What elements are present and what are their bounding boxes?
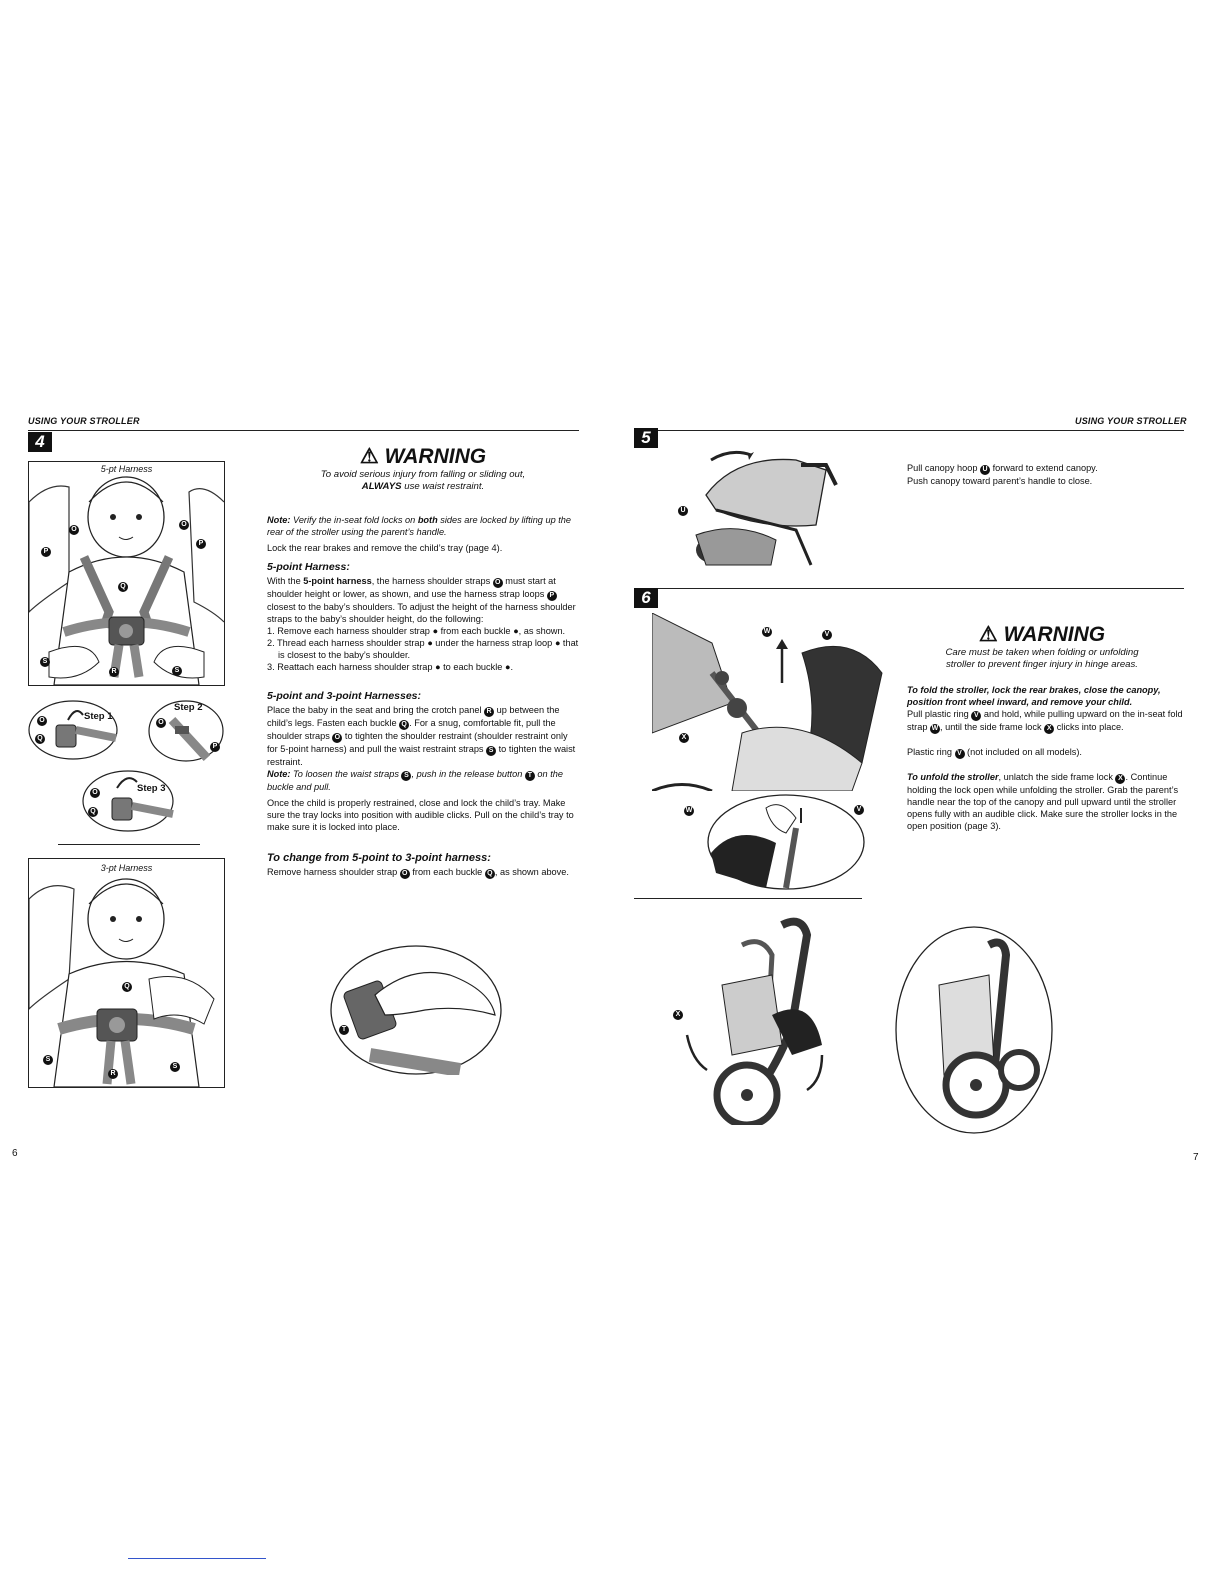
header-rule-right xyxy=(634,430,1184,431)
step-number-6: 6 xyxy=(634,588,658,608)
callout-p-1: P xyxy=(41,547,51,557)
fold-lead: To fold the stroller, lock the rear brakes, close the canopy, position front wheel inward, and remove your child. xyxy=(907,685,1161,707)
page-number-left: 6 xyxy=(12,1148,18,1159)
figure-step-3 xyxy=(82,770,174,832)
step5-line-1: Pull canopy hoop U forward to extend canopy. xyxy=(907,463,1098,473)
callout-s-2: S xyxy=(172,666,182,676)
section-rule-6 xyxy=(634,588,1184,589)
callout-o-1: O xyxy=(69,525,79,535)
figure-fold-detail xyxy=(685,793,866,891)
warning-block-right xyxy=(907,622,1177,671)
list-item: 3. Reattach each harness shoulder strap ● to each buckle ●. xyxy=(267,662,514,672)
change-text: Remove harness shoulder strap O from each buckle Q , as shown above. xyxy=(267,867,569,877)
both-harness-section xyxy=(267,690,579,833)
callout-u-1: U xyxy=(678,506,688,516)
step5-instructions xyxy=(907,462,1187,487)
callout-t-1: T xyxy=(339,1025,349,1035)
running-head-left: USING YOUR STROLLER xyxy=(28,416,140,426)
warning-line-2: ALWAYS use waist restraint. xyxy=(361,481,485,492)
callout-q-1: Q xyxy=(118,582,128,592)
baby-3pt-illustration xyxy=(29,859,224,1087)
figure-fold-mechanism xyxy=(652,613,887,791)
callout-w-1: W xyxy=(763,628,771,635)
figure-folded-stroller xyxy=(894,925,1054,1135)
figure-caption: 5-pt Harness xyxy=(100,464,153,474)
figure-caption: 3-pt Harness xyxy=(100,863,153,873)
warning-block-left xyxy=(267,444,579,493)
both-harness-para: Place the baby in the seat and bring the crotch panel R up between the child’s legs. Fasten each buckle Q . For a snug, comfortable fit, pull the shoulder straps O to tighten the shoulder restraint (shoulder restraint only for 5-point harness) and pull the waist restraint straps S to tighten the waist restraint. xyxy=(267,705,576,767)
warning-line-1: Care must be taken when folding or unfolding xyxy=(945,647,1139,658)
callout-x-1: X xyxy=(679,733,689,743)
step5-line-2: Push canopy toward parent’s handle to close. xyxy=(907,476,1093,486)
brakes-instruction: Lock the rear brakes and remove the child’s tray (page 4). xyxy=(267,543,503,553)
five-point-steps xyxy=(267,625,579,673)
change-heading: To change from 5-point to 3-point harness: xyxy=(267,852,491,864)
tray-instruction: Once the child is properly restrained, close and lock the child’s tray. Make sure the tray locks into position with audible clicks. Pull on the child’s tray to make sure it is locked into place. xyxy=(267,798,574,832)
step-3-label: Step 3 xyxy=(137,783,166,794)
callout-s-1: S xyxy=(40,657,50,667)
figure-buckle-release xyxy=(330,945,502,1075)
warning-line-1: To avoid serious injury from falling or sliding out, xyxy=(320,469,526,480)
step-2-label: Step 2 xyxy=(174,702,203,713)
page-number-right: 7 xyxy=(1193,1152,1199,1163)
figure-step-2 xyxy=(147,700,225,762)
callout-s-4: S xyxy=(170,1062,180,1072)
callout-s-3: S xyxy=(43,1055,53,1065)
five-point-heading: 5-point Harness: xyxy=(267,561,350,573)
plastic-ring-note: Plastic ring V (not included on all models). xyxy=(907,747,1082,757)
callout-r-2: R xyxy=(108,1069,118,1079)
callout-q-3: Q xyxy=(88,807,98,817)
list-item: 1. Remove each harness shoulder strap ● from each buckle ●, as shown. xyxy=(267,626,566,636)
both-harness-heading: 5-point and 3-point Harnesses: xyxy=(267,690,422,702)
link-underline[interactable] xyxy=(128,1558,266,1559)
figure-divider-left xyxy=(58,844,200,845)
baby-5pt-illustration xyxy=(29,462,224,685)
warning-title: ⚠ WARNING xyxy=(978,623,1106,646)
callout-q-4: Q xyxy=(122,982,132,992)
callout-r-1: R xyxy=(109,667,119,677)
callout-x-2: X xyxy=(673,1010,683,1020)
figure-folding-stroller xyxy=(672,905,842,1125)
figure-canopy xyxy=(676,440,846,568)
unfold-instructions: To unfold the stroller, unlatch the side frame lock X . Continue holding the lock open while unfolding the stroller. Grab the parent’s handle near the top of the canopy and pull upward until the stroller opens fully with an audible click. Make sure the stroller locks in the open position (page 3). xyxy=(907,772,1179,831)
callout-q-2: Q xyxy=(35,734,45,744)
step-number-4: 4 xyxy=(28,432,52,452)
fold-instructions xyxy=(907,684,1183,832)
loosen-note: Note: To loosen the waist straps S , push in the release button T on the buckle and pull. xyxy=(267,769,563,792)
warning-triangle-icon: ⚠ xyxy=(359,445,379,468)
list-item: 2. Thread each harness shoulder strap ● under the harness strap loop ● that is closest to the baby’s shoulder. xyxy=(267,638,579,660)
running-head-right: USING YOUR STROLLER xyxy=(1075,416,1187,426)
callout-o-4: O xyxy=(156,718,166,728)
header-rule-left xyxy=(28,430,579,431)
change-section xyxy=(267,852,579,879)
callout-o-5: O xyxy=(90,788,100,798)
five-point-section xyxy=(267,561,579,673)
callout-o-2: O xyxy=(179,520,189,530)
callout-v-2: V xyxy=(854,805,864,815)
warning-line-2: stroller to prevent finger injury in hinge areas. xyxy=(946,659,1138,670)
five-point-intro: With the 5-point harness, the harness shoulder straps O must start at shoulder height or lower, as shown, and use the harness strap loops P closest to the baby’s shoulders. To adjust the height of the harness shoulder straps to the baby’s shoulder height, do the following: xyxy=(267,576,576,624)
figure-step-1 xyxy=(28,700,118,760)
callout-w-2: W xyxy=(685,807,693,814)
figure-5pt-harness xyxy=(28,461,225,686)
callout-o-3: O xyxy=(37,716,47,726)
warning-triangle-icon: ⚠ xyxy=(978,623,998,646)
warning-title: ⚠ WARNING xyxy=(359,445,487,468)
figure-3pt-harness xyxy=(28,858,225,1088)
step-1-label: Step 1 xyxy=(84,711,113,722)
step-number-5: 5 xyxy=(634,428,658,448)
note-block: Note: Verify the in-seat fold locks on both sides are locked by lifting up the rear of the stroller using the parent’s handle. Lock the rear brakes and remove the child’s tray (page 4). xyxy=(267,514,579,554)
callout-v-1: V xyxy=(822,630,832,640)
callout-p-2: P xyxy=(196,539,206,549)
fold-steps: Pull plastic ring V and hold, while pulling upward on the in-seat fold strap W , until the side frame lock X clicks into place. xyxy=(907,709,1183,732)
callout-p-3: P xyxy=(210,742,220,752)
figure-divider-right xyxy=(634,898,862,899)
